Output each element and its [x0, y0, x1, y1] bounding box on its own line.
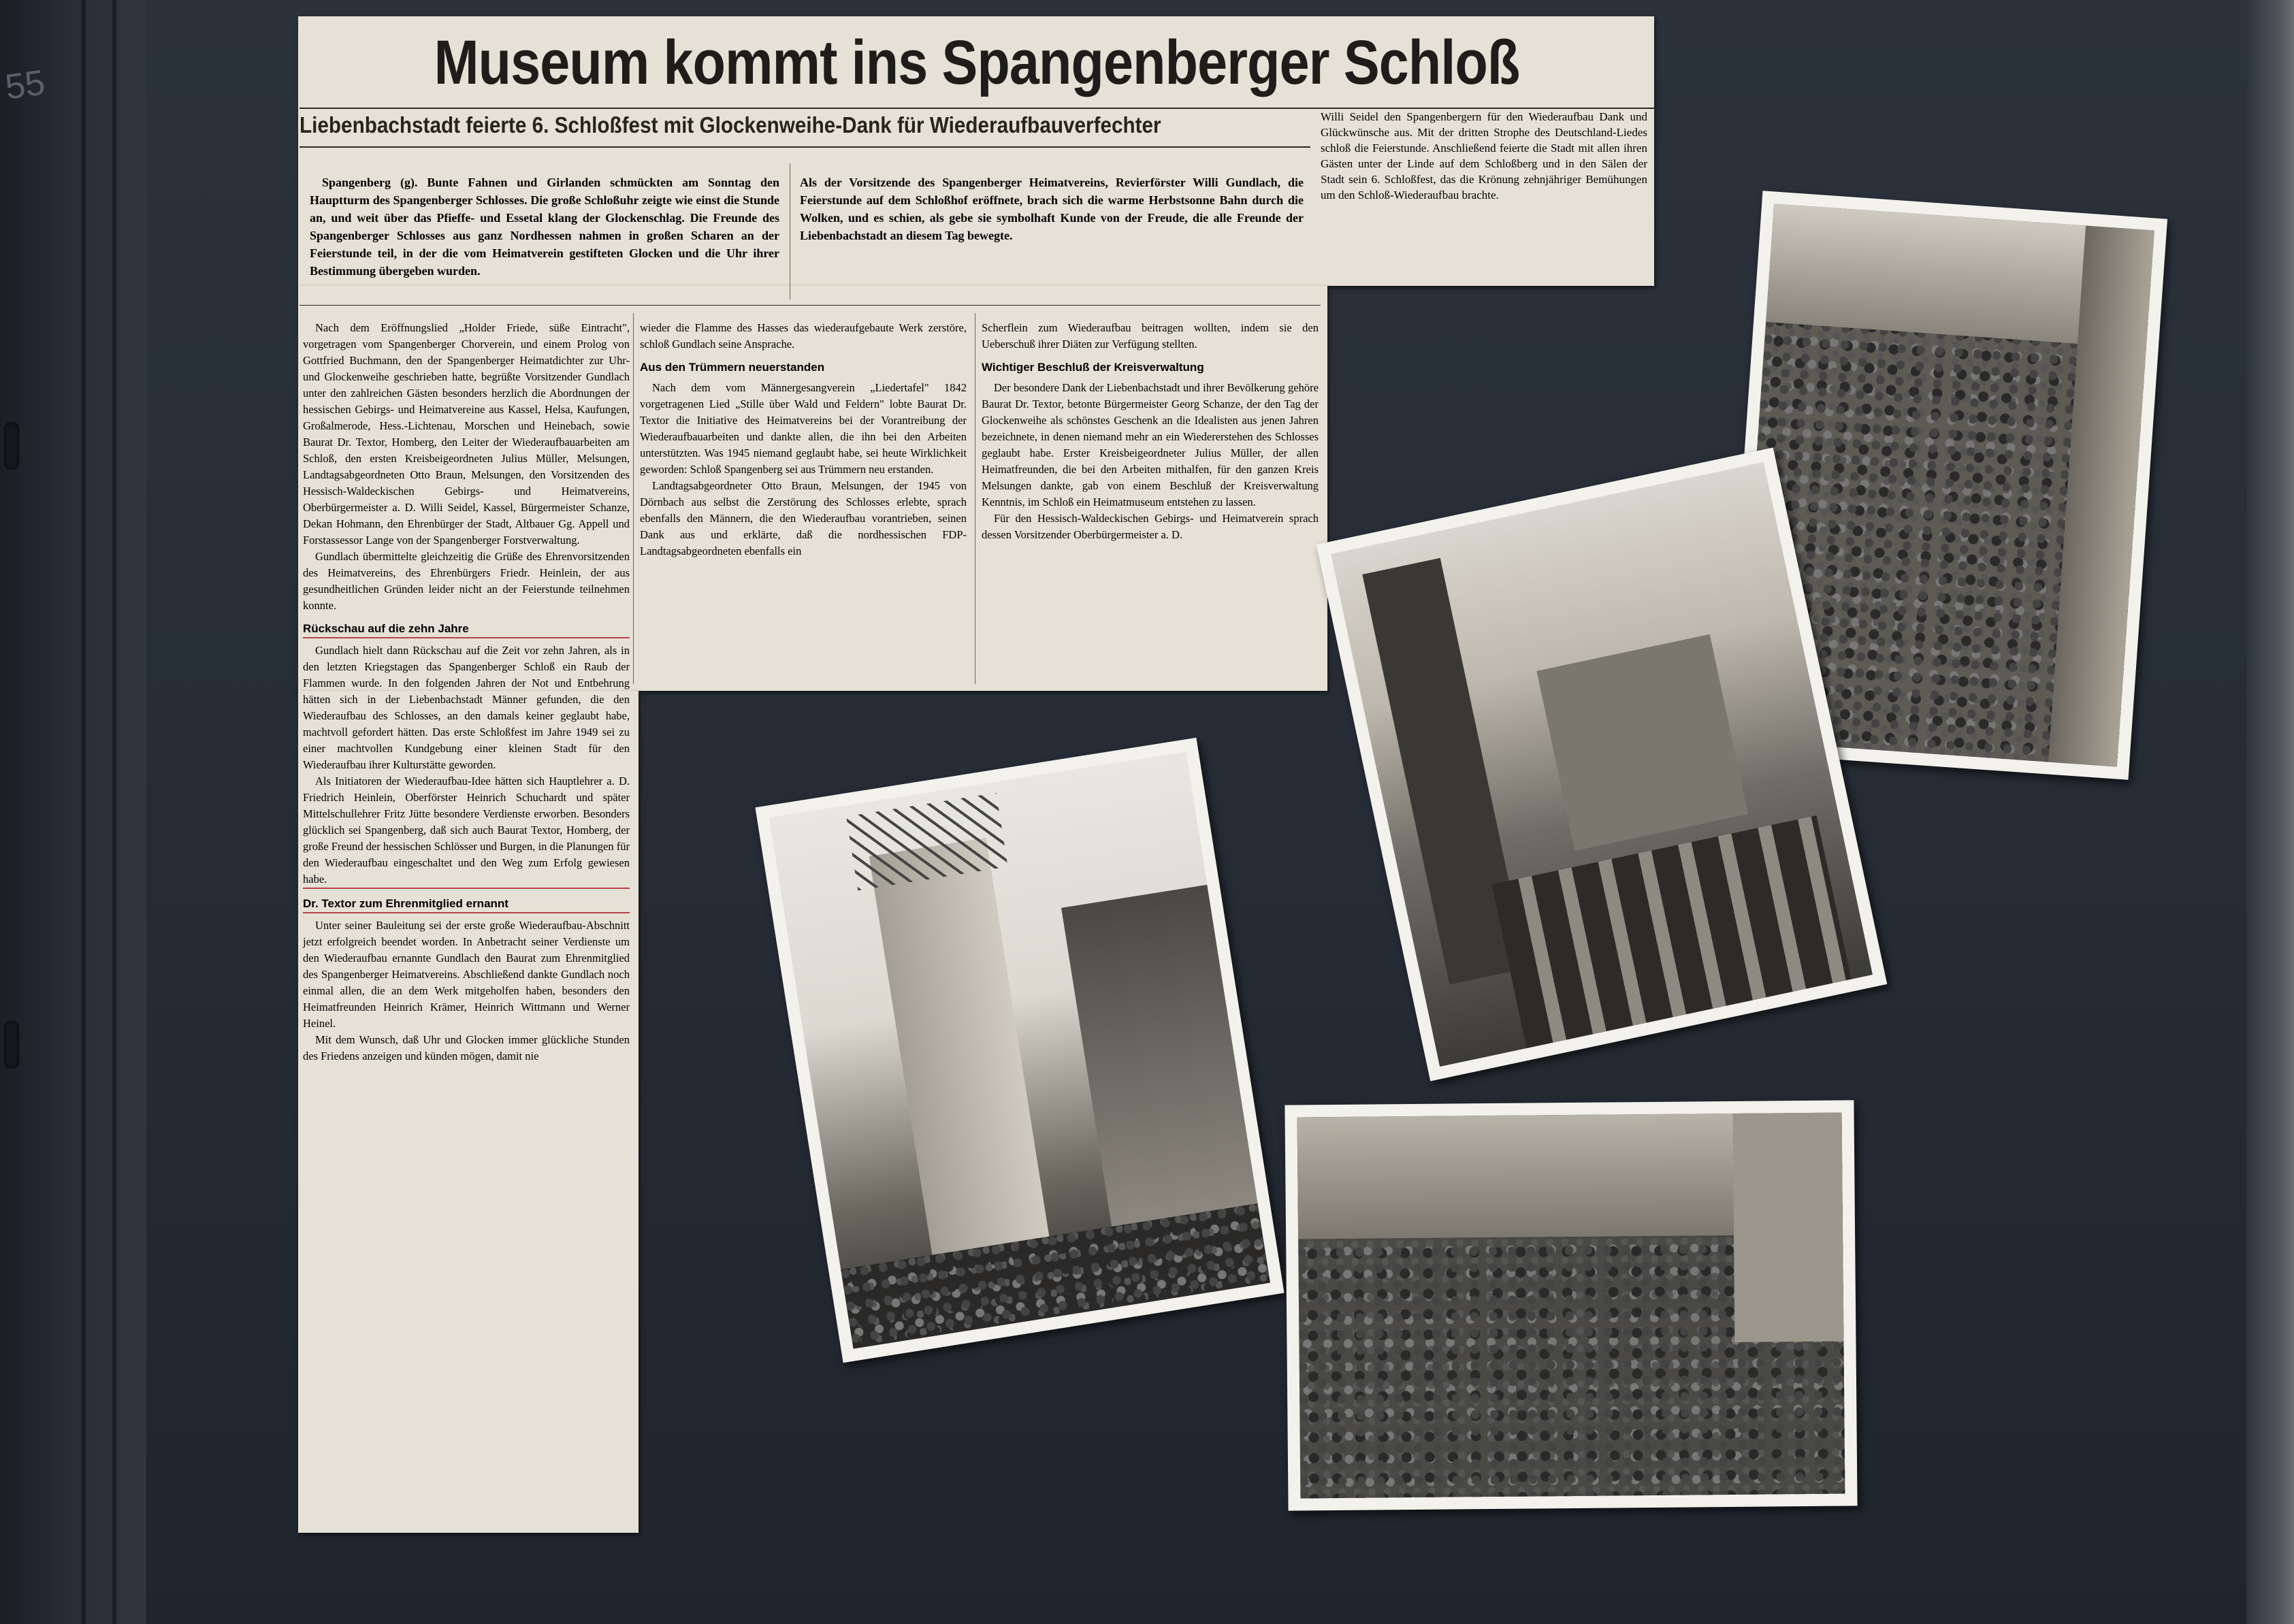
album-edge [2246, 0, 2294, 1624]
page-number: 55 [3, 63, 48, 108]
photo-crowd-bottom [1285, 1100, 1857, 1510]
binder-ring [4, 422, 19, 470]
lead-left: Spangenberg (g). Bunte Fahnen und Girlanden schmückten am Sonntag den Hauptturm des Spangenberger Schlosses. Die große Schloßuhr zeigte wie einst die Stunde an, und weit über das Pfieffe- und Essetal klang der Glockenschlag. Die Freunde des Spangenberger Schlosses aus ganz Nordhessen nahmen in großen Scharen an der Feierstunde teil, in der die vom Heimatverein gestifteten Glocken und die Uhr ihrer Bestimmung übergeben wurden. [310, 176, 779, 278]
subhead-rueckschau: Rückschau auf die zehn Jahre [303, 621, 630, 638]
lead-middle: Als der Vorsitzende des Spangenberger Heimatvereins, Revierförster Willi Gundlach, die Feierstunde auf dem Schloßhof eröffnete, brach sich die warme Herbstsonne Bahn durch die Wolken, und es schien, als gebe sie symbolhaft Kunde von der Freude, die alle Freunde der Liebenbachstadt an diesem Tag bewegte. [800, 176, 1304, 242]
column-3: Scherflein zum Wiederaufbau beitragen wollten, indem sie den Ueberschuß ihrer Diäten zur Verfügung stellten. Wichtiger Beschluß der Kreisverwaltung Der besondere Dank der Liebenbachstadt und ihrer Bevölkerung gehöre Baurat Dr. Textor, betonte Bürgermeister Georg Schanze, der den Tag der Glockenweihe als schönstes Geschenk an die Idealisten aus jenen Jahren bezeichnete, in denen niemand mehr an ein Wiedererstehen des Schlosses geglaubt habe. Erster Kreisbeigeordneter Julius Müller, der allen Heimatfreunden, die bei den Arbeiten mithalfen, für den ganzen Kreis Melsungen dankte, gab von einem Beschluß der Kreisverwaltung Kenntnis, im Schloß ein Heimatmuseum entstehen zu lassen. Für den Hessisch-Waldeckischen Gebirgs- und Heimatverein sprach dessen Vorsitzender Oberbürgermeister a. D. [982, 321, 1319, 541]
subheadline: Liebenbachstadt feierte 6. Schloßfest mit Glockenweihe-Dank für Wiederaufbauverfechter [300, 112, 1161, 137]
subhead-beschluss: Wichtiger Beschluß der Kreisverwaltung [982, 361, 1204, 374]
binder-ring [4, 1021, 19, 1069]
headline: Museum kommt ins Spangenberger Schloß [434, 28, 1520, 97]
underlined-passage: Als Initiatoren der Wiederaufbau-Idee hätten sich Hauptlehrer a. D. Friedrich Heinlein, Oberförster Heinrich Schuchardt und später Mittelschullehrer Fritz Jütte besondere Verdienste erworben. Besonders glücklich sei Spangenberg, daß sich auch Baurat Textor, Homberg, der große Freund der hessischen Schlösser und Burgen, in die Planungen für den Wiederaufbau eingeschaltet und den Weg zum Erfolg gewiesen habe. [303, 773, 630, 889]
album-spine [0, 0, 146, 1624]
column-2: wieder die Flamme des Hasses das wiederaufgebaute Werk zerstöre, schloß Gundlach seine Ansprache. Aus den Trümmern neuerstanden Nach dem vom Männergesangverein „Liedertafel" 1842 vorgetragenen Lied „Stille über Wald und Feldern" lobte Baurat Dr. Textor die Initiative des Heimatvereins bei der Vorantreibung der Wiederaufbauarbeiten und dankte allen, die ihn bei den Arbeiten unterstützten. Was 1945 niemand geglaubt habe, sei heute Wirklichkeit geworden: Schloß Spangenberg sei aus Trümmern neu erstanden. Landtagsabgeordneter Otto Braun, Melsungen, der 1945 von Dörnbach aus selbst die Zerstörung des Schlosses erlebte, sprach ebenfalls den Männern, die den Wiederaufbau vorantrieben, seinen Dank aus und erklärte, daß die nordhessischen FDP-Landtagsabgeordneten ebenfalls ein [640, 321, 967, 557]
photo-tower-scaffold [755, 738, 1284, 1363]
subhead-textor: Dr. Textor zum Ehrenmitglied ernannt [303, 896, 630, 913]
column-1: Nach dem Eröffnungslied „Holder Friede, süße Eintracht", vorgetragen vom Spangenberger Chorverein, und einem Prolog von Gottfried Buchmann, den der Spangenberger Heimatdichter zur Uhr- und Glockenweihe geschrieben hatte, begrüßte Vorsitzender Gundlach unter den zahlreichen Gästen besonders herzlich die Abordnungen der hessischen Gebirgs- und Heimatvereine aus Kassel, Helsa, Kaufungen, Großalmerode, Hess.-Lichtenau, Morschen und Heinebach, sowie Baurat Dr. Textor, Homberg, den Leiter der Wiederaufbauarbeiten am Schloß, den ersten Kreisbeigeordneten Julius Müller, Melsungen, Landtagsabgeordneten Otto Braun, Melsungen, den Vorsitzenden des Hessisch-Waldeckischen Gebirgs- und Heimatvereins, Oberbürgermeister a. D. Willi Seidel, Kassel, Bürgermeister Schanze, Dekan Hohmann, den Ehrenbürger der Stadt, Altbauer Gg. Appell und Forstassessor Lange von der Spangenberger Forstverwaltung. Gundlach übermittelte gleichzeitig die Grüße des Ehrenvorsitzenden des Heimatvereins, des Ehrenbürgers Friedr. Heinlein, der aus gesundheitlichen Gründen leider nicht an der Feierstunde teilnehmen konnte. Rückschau auf die zehn Jahre Gundlach hielt dann Rückschau auf die Zeit vor zehn Jahren, als in den letzten Kriegstagen das Spangenberger Schloß ein Raub der Flammen wurde. In den folgenden Jahren der Not und Entbehrung hätten sich in der Liebenbachstadt Männer gefunden, die den Wiederaufbau des Schlosses, an den damals keiner geglaubt habe, machtvoll gefordert hätten. Das erste Schloßfest im Jahre 1949 sei zu einer machtvollen Kundgebung einer kleinen Stadt für den Wiederaufbau ihrer Kulturstätte geworden. Als Initiatoren der Wiederaufbau-Idee hätten sich Hauptlehrer a. D. Friedrich Heinlein, Oberförster Heinrich Schuchardt und später Mittelschullehrer Fritz Jütte besondere Verdienste erworben. Besonders glücklich sei Spangenberg, daß sich auch Baurat Textor, Homberg, der große Freund der hessischen Schlösser und Burgen, in die Planungen für den Wiederaufbau eingeschaltet und den Weg zum Erfolg gewiesen habe. Dr. Textor zum Ehrenmitglied ernannt Unter seiner Bauleitung sei der erste große Wiederaufbau-Abschnitt jetzt erfolgreich beendet worden. In Anbetracht seiner Verdienste um den Wiederaufbau ernannte Gundlach den Baurat zum Ehrenmitglied des Spangenberger Heimatvereins. Abschließend dankte Gundlach noch einmal allen, die an dem Werk mitgeholfen haben, besonders den Heimatfreunden Heinrich Krämer, Heinrich Wittmann und Werner Heinel. Mit dem Wunsch, daß Uhr und Glocken immer glückliche Stunden des Friedens anzeigen und künden mögen, damit nie [303, 321, 630, 1062]
top-right-column: Willi Seidel den Spangenbergern für den Wiederaufbau Dank und Glückwünsche aus. Mit der dritten Strophe des Deutschland-Liedes schloß die Feierstunde. Anschließend feierte die Stadt mit allen ihren Gästen unter der Linde auf dem Schloßberg und in den Sälen der Stadt sein 6. Schloßfest, das die Krönung zehnjähriger Bemühungen um den Schloß-Wiederaufbau brachte. [1321, 110, 1647, 201]
subhead-truemmer: Aus den Trümmern neuerstanden [640, 361, 825, 374]
